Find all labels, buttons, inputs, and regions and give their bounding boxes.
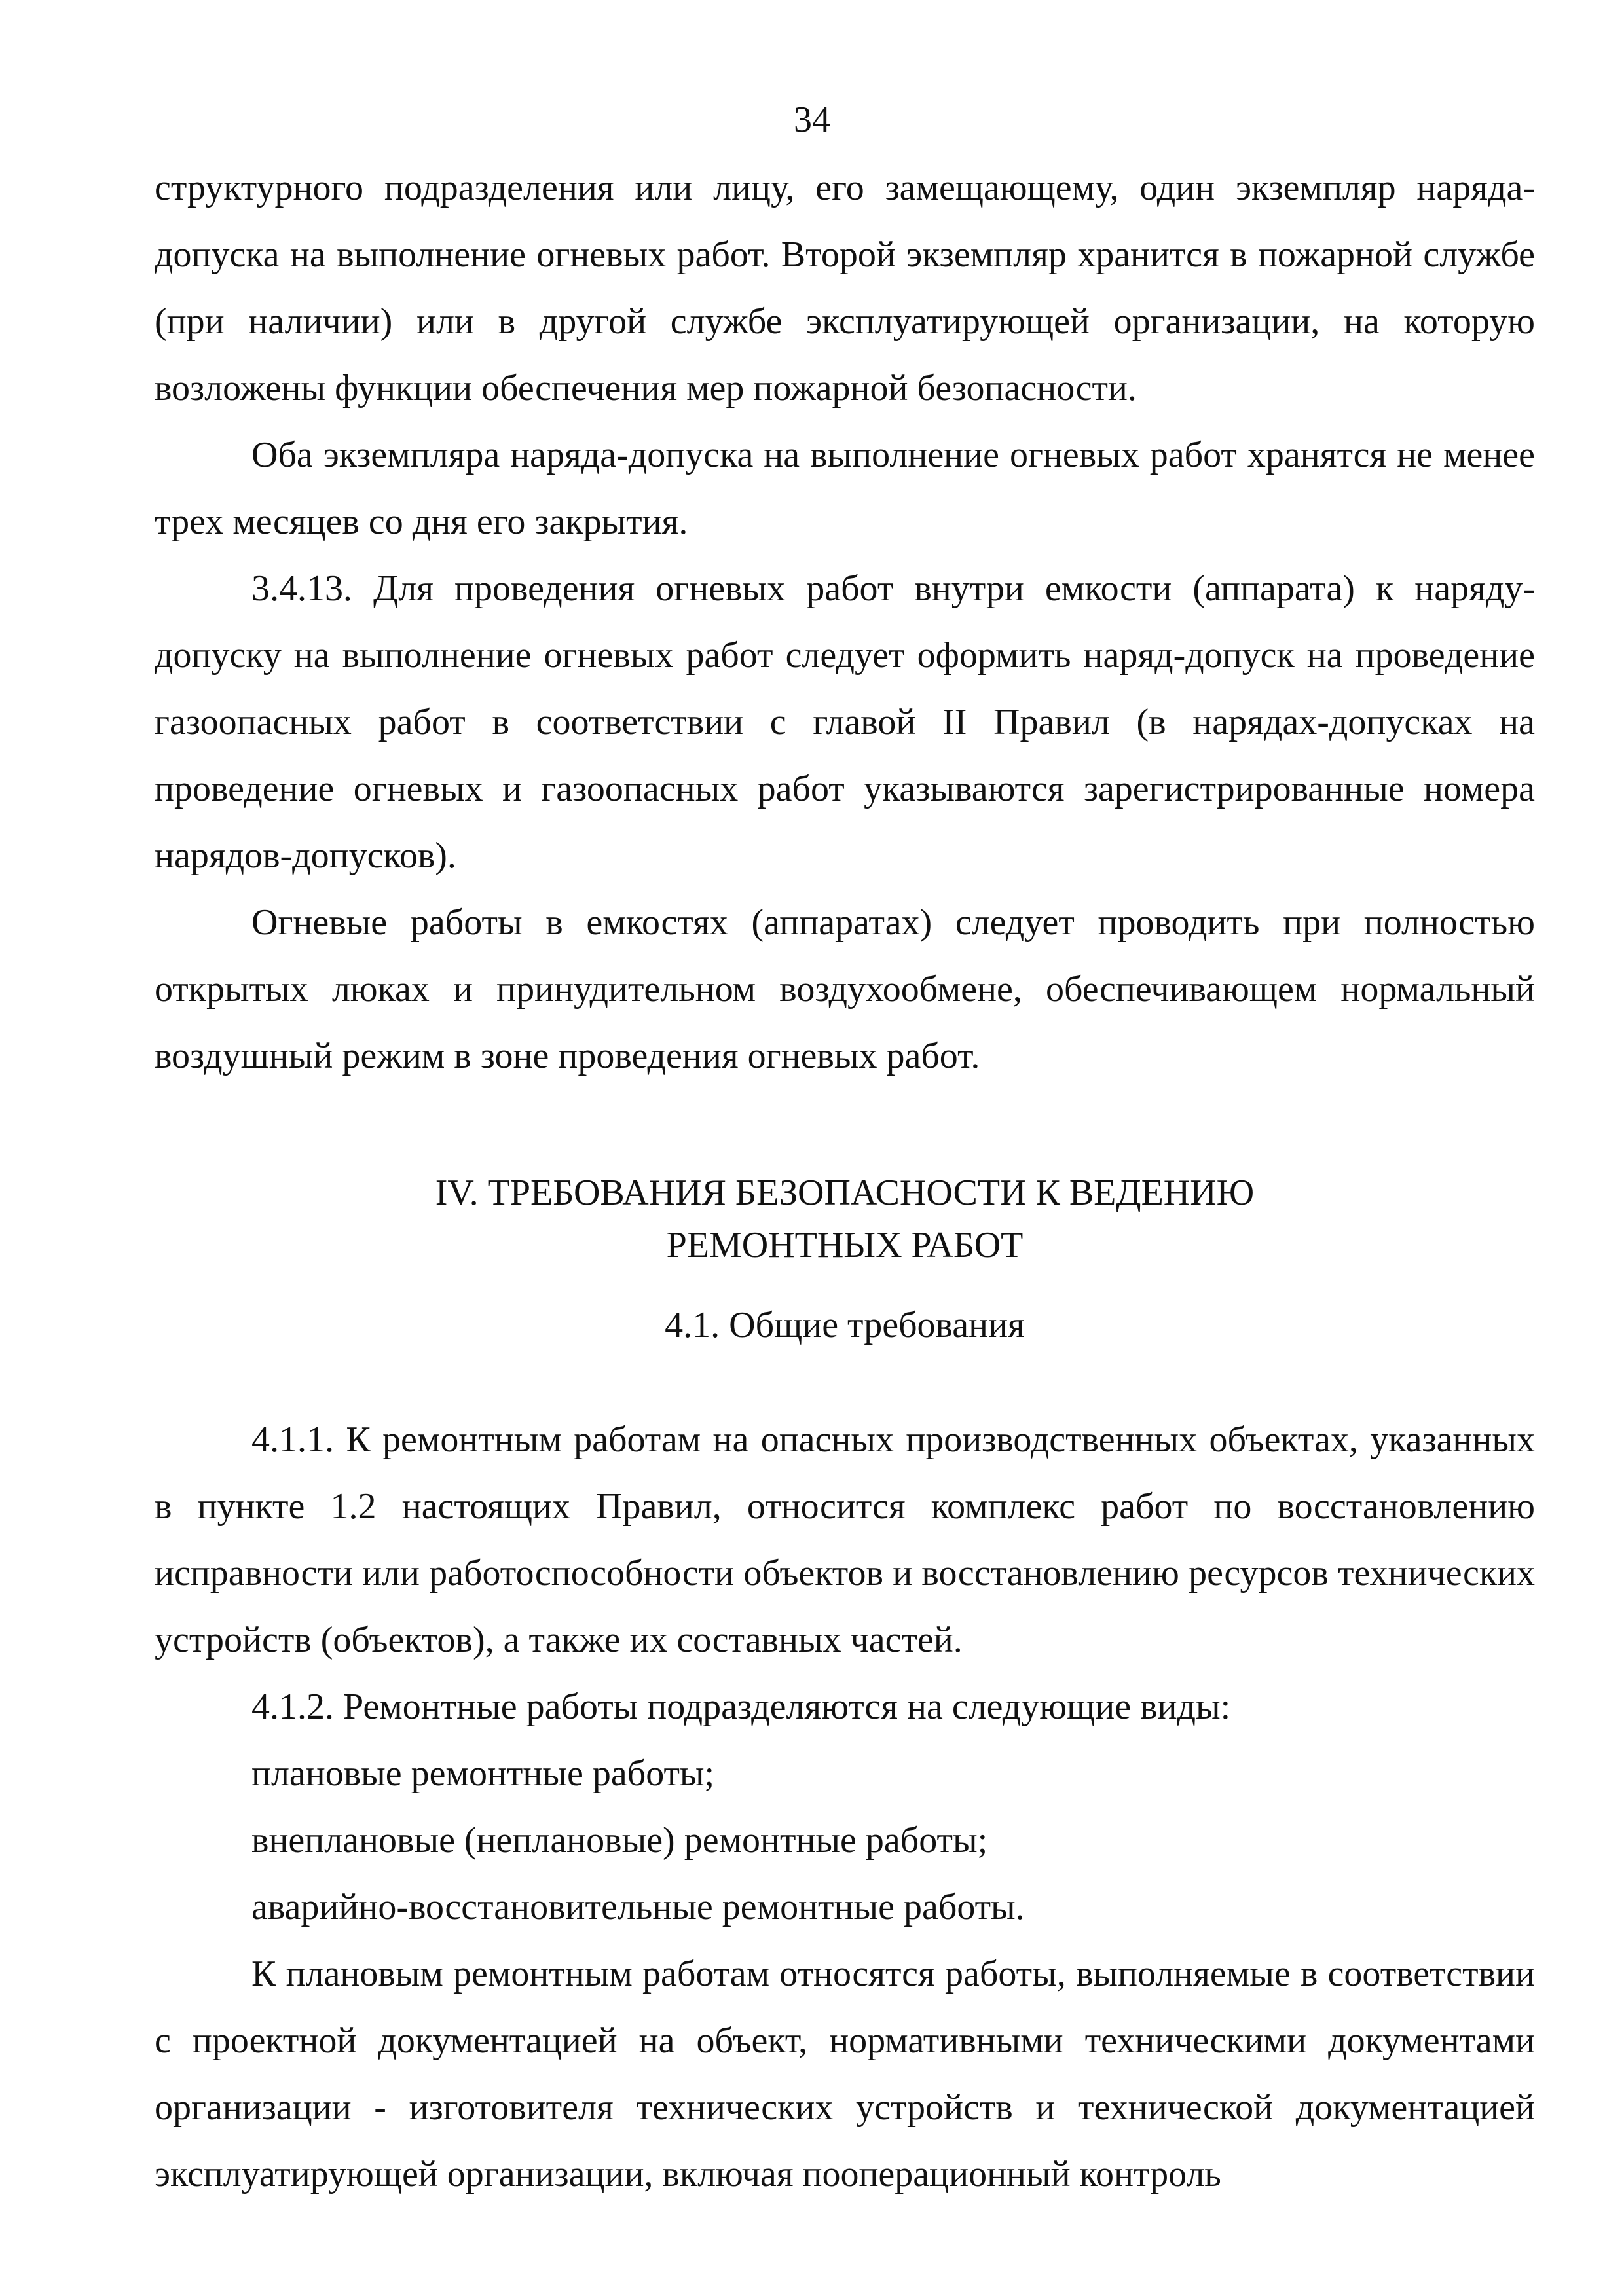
section-title-line1: IV. ТРЕБОВАНИЯ БЕЗОПАСНОСТИ К ВЕДЕНИЮ: [435, 1173, 1255, 1213]
paragraph-4-1-1: 4.1.1. К ремонтным работам на опасных производственных объектах, указанных в пункте 1.2 настоящих Правил, относится комплекс работ по восстановлению исправности или работоспособности объектов и восстановлению ресурсов технических устройств (объектов), а также их составных частей.: [155, 1419, 1535, 1660]
list-item-planned: плановые ремонтные работы;: [251, 1753, 715, 1794]
subsection-heading: 4.1. Общие требования: [665, 1305, 1025, 1345]
paragraph-3-4-13: 3.4.13. Для проведения огневых работ внутри емкости (аппарата) к наряду-допуску на выполнение огневых работ следует оформить наряд-допуск на проведение газоопасных работ в соответствии с главой II Правил (в нарядах-допусках на проведение огневых и газоопасных работ указываются зарегистрированные номера нарядов-допусков).: [155, 568, 1535, 876]
paragraph-4-1-2: 4.1.2. Ремонтные работы подразделяются на следующие виды:: [251, 1686, 1231, 1727]
paragraph-continuation: структурного подразделения или лицу, его замещающему, один экземпляр наряда-допуска на выполнение огневых работ. Второй экземпляр хранится в пожарной службе (при наличии) или в другой службе эксплуатирующей организации, на которую возложены функции обеспечения мер пожарной безопасности.: [155, 168, 1535, 409]
section-title-line2: РЕМОНТНЫХ РАБОТ: [666, 1225, 1024, 1266]
paragraph-storage: Оба экземпляра наряда-допуска на выполнение огневых работ хранятся не менее трех месяцев со дня его закрытия.: [155, 435, 1535, 542]
list-item-emergency: аварийно-восстановительные ремонтные работы.: [251, 1887, 1025, 1927]
document-body: [155, 155, 1535, 2208]
page-number: 34: [794, 100, 830, 140]
list-item-unplanned: внеплановые (неплановые) ремонтные работы;: [251, 1820, 988, 1861]
section-heading: [155, 1167, 1535, 1271]
paragraph-tank-works: Огневые работы в емкостях (аппаратах) следует проводить при полностью открытых люках и принудительном воздухообмене, обеспечивающем нормальный воздушный режим в зоне проведения огневых работ.: [155, 902, 1535, 1076]
paragraph-planned-works: К плановым ремонтным работам относятся работы, выполняемые в соответствии с проектной документацией на объект, нормативными техническими документами организации - изготовителя технических устройств и технической документацией эксплуатирующей организации, включая пооперационный контроль: [155, 1954, 1535, 2195]
